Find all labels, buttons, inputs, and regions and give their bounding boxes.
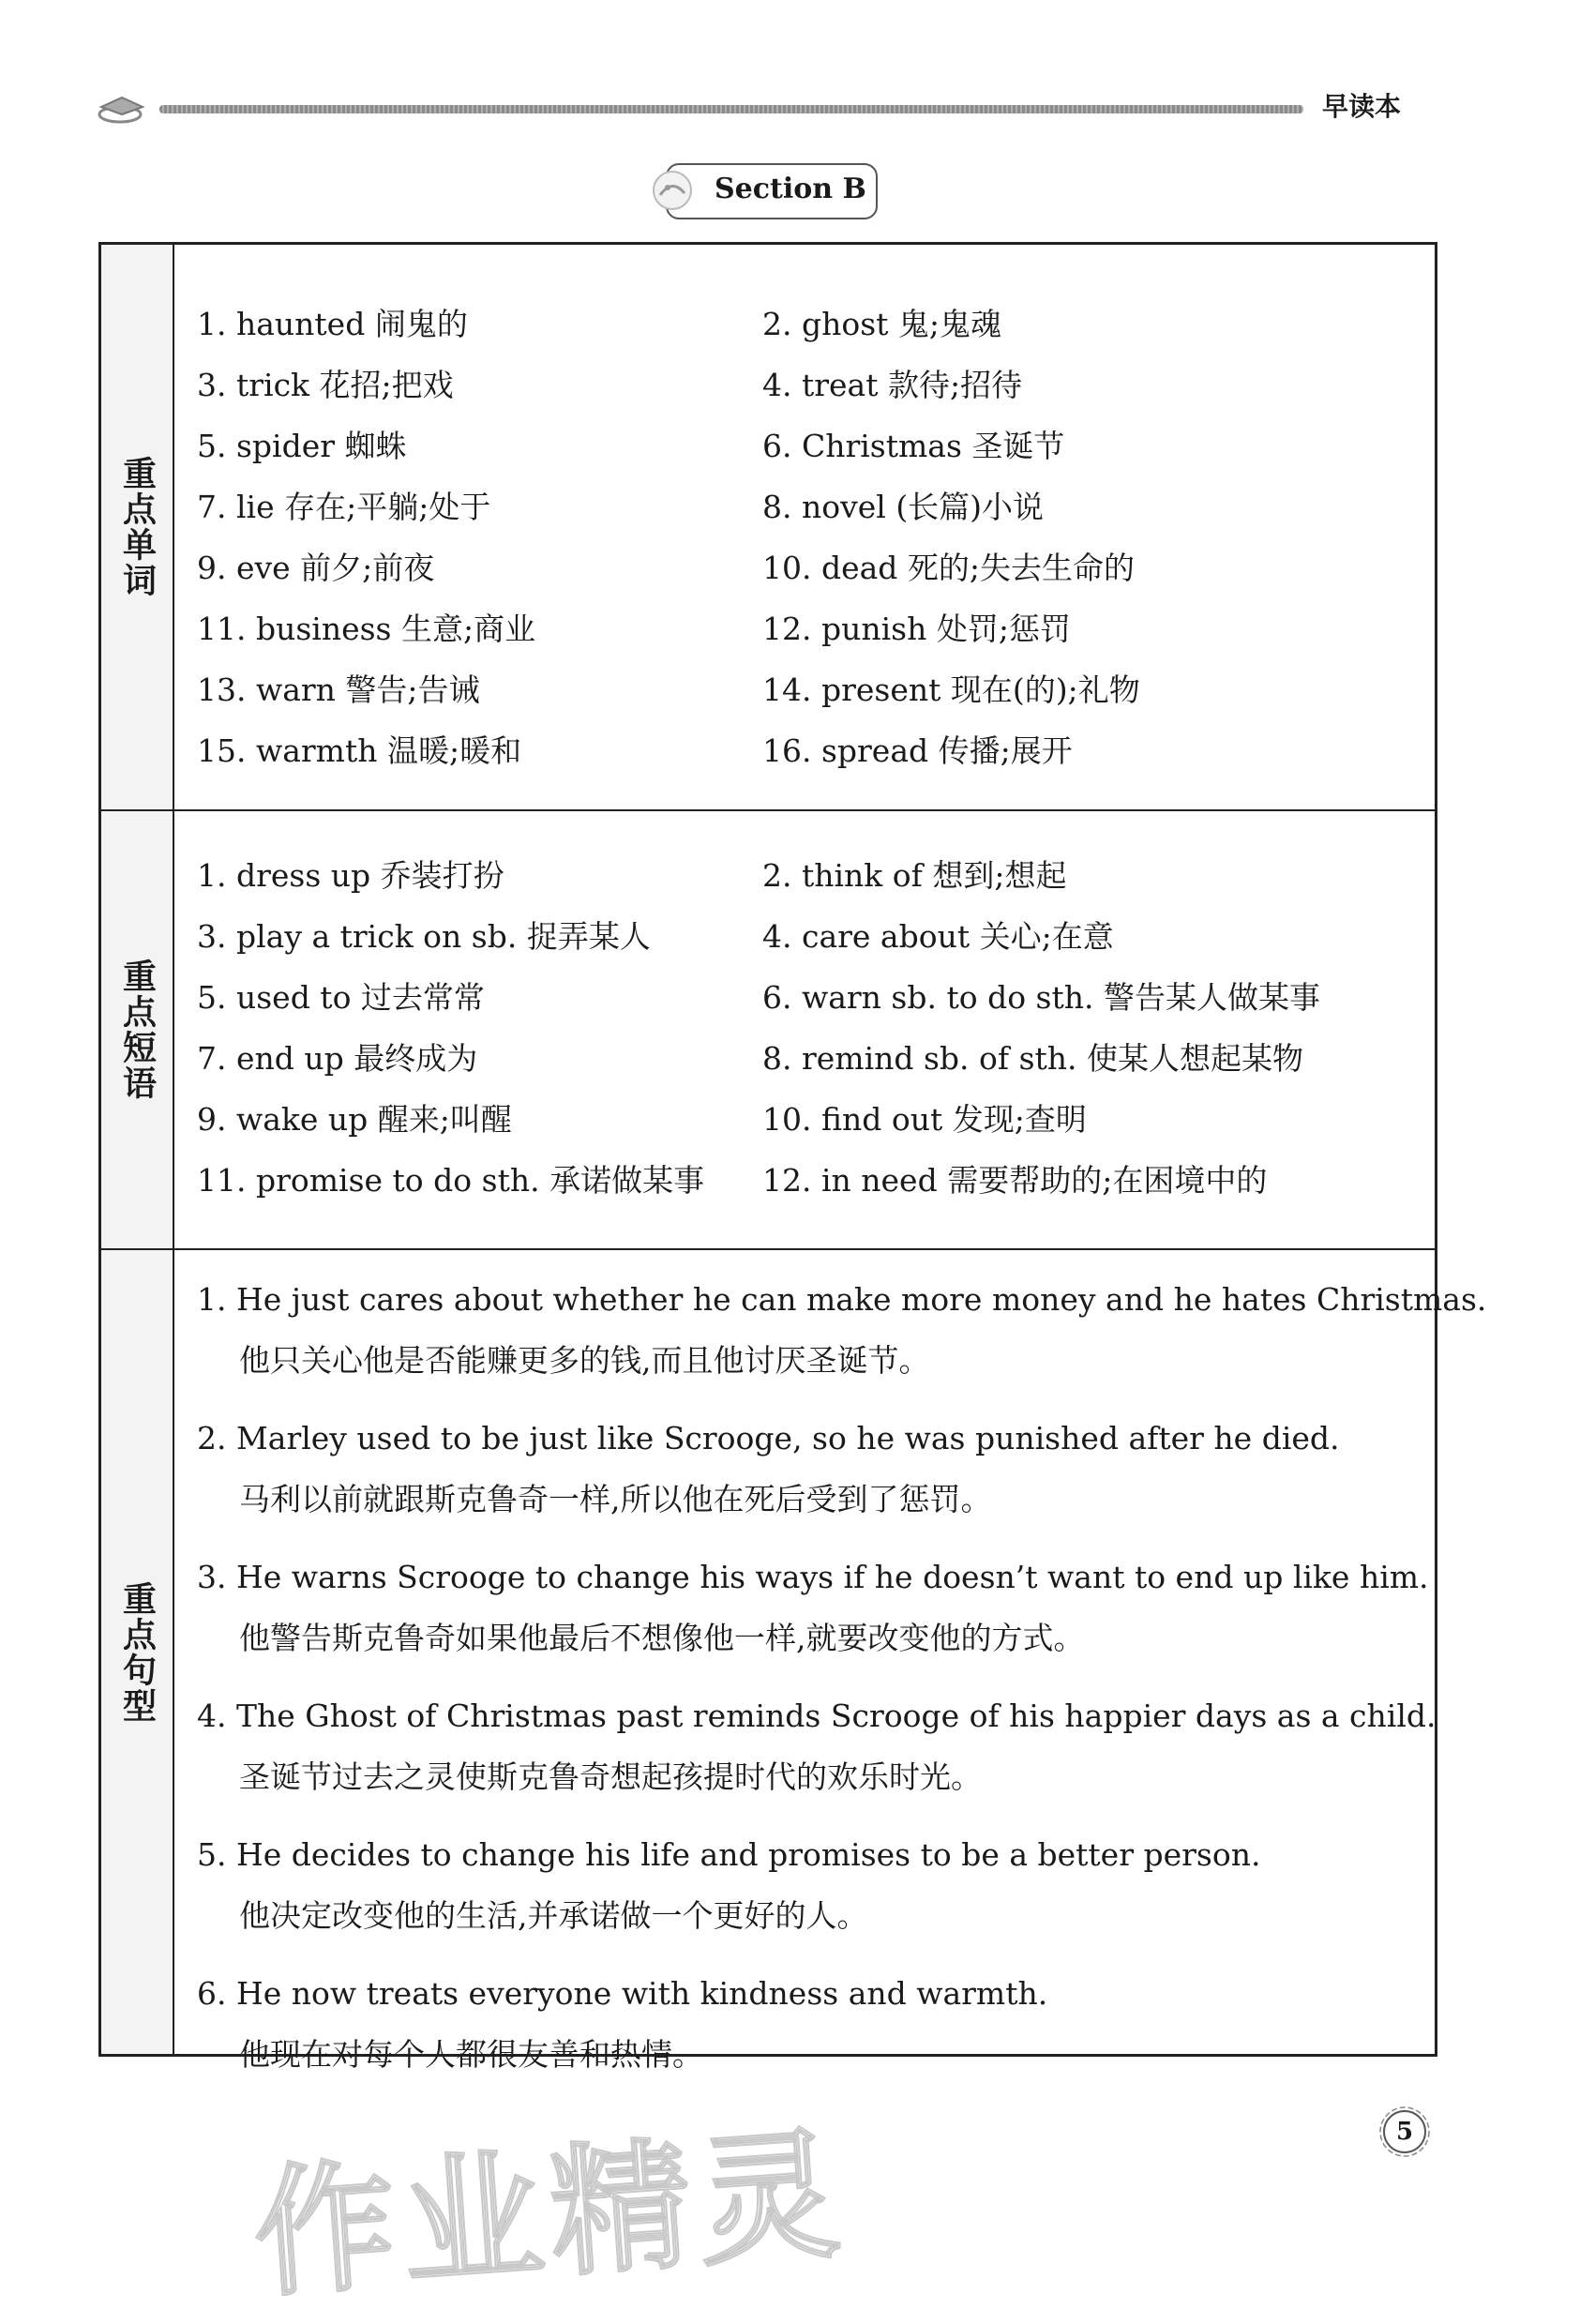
row-label-cell bbox=[101, 811, 174, 1248]
word-item: 12. punish 处罚;惩罚 bbox=[762, 611, 1071, 647]
header-rule bbox=[94, 94, 1303, 128]
phrase-item: 11. promise to do sth. 承诺做某事 bbox=[197, 1162, 705, 1199]
phrase-item: 6. warn sb. to do sth. 警告某人做某事 bbox=[762, 979, 1320, 1016]
sentence-chinese: 他只关心他是否能赚更多的钱,而且他讨厌圣诞节。 bbox=[239, 1342, 930, 1379]
watermark: 作业精灵 bbox=[248, 2113, 852, 2317]
row-label: 重点短语 bbox=[117, 958, 157, 1101]
sentence-item bbox=[197, 1824, 1407, 1946]
word-item: 1. haunted 闹鬼的 bbox=[197, 306, 468, 342]
word-item: 8. novel (长篇)小说 bbox=[762, 489, 1045, 525]
sentence-chinese: 圣诞节过去之灵使斯克鲁奇想起孩提时代的欢乐时光。 bbox=[239, 1758, 982, 1795]
sentence-english: 1. He just cares about whether he can make more money and he hates Christmas. bbox=[197, 1281, 1487, 1318]
decoration-icon bbox=[647, 169, 698, 212]
sentence-chinese: 他警告斯克鲁奇如果他最后不想像他一样,就要改变他的方式。 bbox=[239, 1620, 1085, 1656]
page-number-badge bbox=[1378, 2105, 1431, 2158]
phrase-item: 9. wake up 醒来;叫醒 bbox=[197, 1101, 512, 1138]
word-item: 9. eve 前夕;前夜 bbox=[197, 550, 435, 586]
sentence-english: 3. He warns Scrooge to change his ways if he doesn’t want to end up like him. bbox=[197, 1559, 1429, 1595]
row-label: 重点句型 bbox=[117, 1580, 157, 1724]
phrase-item: 3. play a trick on sb. 捉弄某人 bbox=[197, 918, 651, 955]
row-key-sentences bbox=[101, 1250, 1487, 2073]
sentence-item bbox=[197, 1963, 1407, 2085]
word-item: 13. warn 警告;告诫 bbox=[197, 672, 480, 708]
word-item: 2. ghost 鬼;鬼魂 bbox=[762, 306, 1002, 342]
sentence-english: 2. Marley used to be just like Scrooge, so he was punished after he died. bbox=[197, 1420, 1340, 1456]
phrase-item: 2. think of 想到;想起 bbox=[762, 857, 1067, 894]
phrase-item: 4. care about 关心;在意 bbox=[762, 918, 1114, 955]
sentence-chinese: 他决定改变他的生活,并承诺做一个更好的人。 bbox=[239, 1897, 868, 1934]
word-item: 4. treat 款待;招待 bbox=[762, 367, 1023, 403]
phrase-item: 10. find out 发现;查明 bbox=[762, 1101, 1087, 1138]
phrase-item: 1. dress up 乔装打扮 bbox=[197, 857, 504, 894]
section-badge bbox=[647, 159, 881, 219]
sentence-chinese: 他现在对每个人都很友善和热情。 bbox=[239, 2036, 703, 2073]
phrase-item: 12. in need 需要帮助的;在困境中的 bbox=[762, 1162, 1268, 1199]
word-item: 7. lie 存在;平躺;处于 bbox=[197, 489, 491, 525]
row-key-words bbox=[101, 245, 1435, 811]
sentence-english: 4. The Ghost of Christmas past reminds Scrooge of his happier days as a child. bbox=[197, 1698, 1437, 1734]
sentence-chinese: 马利以前就跟斯克鲁奇一样,所以他在死后受到了惩罚。 bbox=[239, 1481, 992, 1517]
section-title: Section B bbox=[715, 173, 866, 205]
phrase-item: 7. end up 最终成为 bbox=[197, 1040, 478, 1077]
word-item: 10. dead 死的;失去生命的 bbox=[762, 550, 1136, 586]
word-item: 11. business 生意;商业 bbox=[197, 611, 536, 647]
phrase-item: 8. remind sb. of sth. 使某人想起某物 bbox=[762, 1040, 1304, 1077]
sentence-item bbox=[197, 1408, 1407, 1530]
row-label-cell bbox=[101, 245, 174, 809]
word-item: 5. spider 蜘蛛 bbox=[197, 428, 407, 464]
header-label: 早读本 bbox=[1322, 91, 1402, 122]
sentence-item bbox=[197, 1269, 1487, 1391]
row-label: 重点单词 bbox=[117, 456, 157, 598]
word-item: 16. spread 传播;展开 bbox=[762, 732, 1073, 769]
graduation-cap-icon bbox=[94, 94, 150, 128]
word-item: 14. present 现在(的);礼物 bbox=[762, 672, 1140, 708]
row-key-phrases bbox=[101, 811, 1435, 1250]
word-item: 3. trick 花招;把戏 bbox=[197, 367, 454, 403]
page-number: 5 bbox=[1395, 2118, 1414, 2146]
sentence-item bbox=[197, 1685, 1437, 1807]
sentence-english: 5. He decides to change his life and promises to be a better person. bbox=[197, 1836, 1261, 1873]
word-item: 6. Christmas 圣诞节 bbox=[762, 428, 1065, 464]
word-item: 15. warmth 温暖;暖和 bbox=[197, 732, 522, 769]
row-label-cell bbox=[101, 1250, 174, 2054]
sentence-english: 6. He now treats everyone with kindness and warmth. bbox=[197, 1975, 1048, 2012]
phrase-item: 5. used to 过去常常 bbox=[197, 979, 485, 1016]
sentence-item bbox=[197, 1547, 1429, 1668]
study-table bbox=[98, 242, 1487, 2073]
